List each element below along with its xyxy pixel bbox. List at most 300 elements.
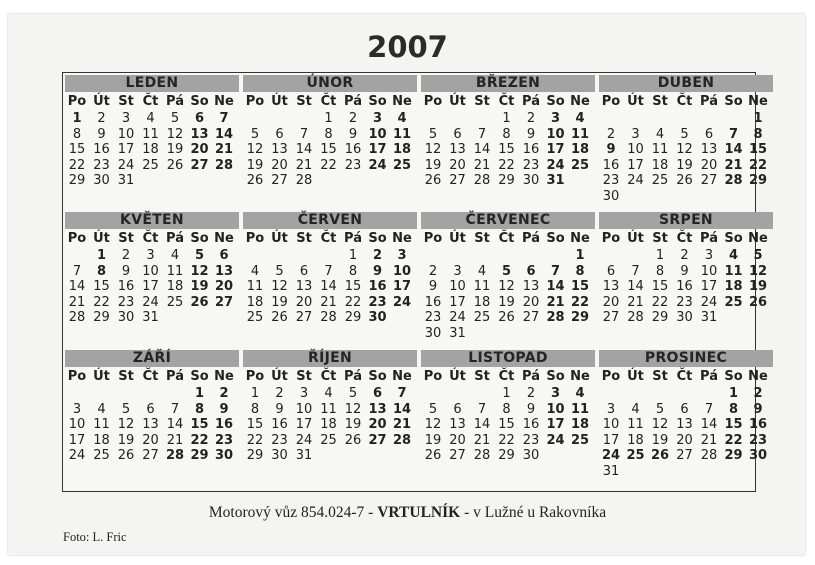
year-title: 2007	[367, 30, 448, 64]
day-cell: 8	[250, 401, 260, 417]
day-cell: 11	[166, 263, 184, 279]
day-cell: 16	[424, 294, 442, 310]
weekday-label: St	[652, 369, 668, 384]
day-cell: 15	[498, 417, 515, 432]
day-cell: 5	[428, 401, 438, 417]
day-cell: 6	[372, 386, 383, 401]
day-cell: 17	[142, 279, 159, 294]
day-cell: 14	[295, 142, 313, 157]
day-cell: 30	[522, 173, 540, 188]
day-cell: 25	[570, 432, 590, 448]
weekday-label: Čt	[676, 231, 693, 246]
day-cell: 6	[680, 401, 689, 417]
day-cell: 2	[526, 111, 536, 126]
weekday-label: Pá	[166, 231, 184, 246]
day-cell: 5	[428, 126, 438, 142]
day-cell: 15	[651, 279, 669, 294]
weekday-label: So	[368, 94, 387, 109]
day-cell: 17	[117, 142, 135, 157]
day-cell: 29	[246, 448, 264, 463]
weekday-label: So	[724, 94, 743, 109]
month-name: ÚNOR	[243, 75, 417, 92]
day-cell: 22	[68, 157, 86, 173]
day-cell: 14	[473, 142, 491, 157]
day-cell: 25	[93, 448, 110, 463]
weekday-label: Čt	[498, 94, 515, 109]
day-cell: 14	[473, 417, 491, 432]
day-cell: 5	[680, 126, 689, 142]
day-cell: 30	[602, 188, 620, 204]
day-cell: 10	[68, 417, 86, 432]
day-cell: 13	[142, 417, 159, 432]
day-cell: 5	[753, 248, 763, 263]
day-cell: 16	[271, 417, 288, 432]
day-cell: 29	[498, 173, 515, 188]
weekday-label: Po	[67, 94, 87, 109]
day-cell: 26	[424, 173, 442, 188]
day-cell: 23	[748, 432, 768, 448]
day-cell: 2	[526, 386, 536, 401]
month-block	[243, 75, 417, 203]
day-cell: 9	[526, 126, 536, 142]
day-cell: 28	[165, 448, 185, 463]
day-cell: 20	[142, 432, 159, 448]
day-cell: 24	[68, 448, 86, 463]
weekday-label: Čt	[142, 369, 159, 384]
day-cell: 2	[606, 126, 616, 142]
day-cell: 17	[700, 279, 718, 294]
weekday-label: Ne	[570, 94, 590, 109]
day-cell: 4	[575, 386, 585, 401]
day-cell: 7	[299, 126, 309, 142]
weekday-label: Ne	[748, 369, 768, 384]
day-cell: 14	[724, 142, 743, 157]
day-cell: 1	[348, 248, 358, 263]
day-cell: 19	[676, 157, 693, 173]
weekday-label: Po	[67, 231, 87, 246]
day-cell: 28	[295, 173, 313, 188]
day-cell: 16	[344, 142, 362, 157]
day-cell: 10	[117, 126, 135, 142]
day-cell: 15	[68, 142, 86, 157]
day-cell: 26	[498, 310, 515, 325]
day-cell: 13	[449, 417, 466, 432]
day-cell: 14	[166, 417, 184, 432]
day-cell: 24	[546, 432, 565, 448]
weekday-label: Pá	[700, 94, 718, 109]
day-cell: 9	[275, 401, 284, 417]
day-cell: 16	[93, 142, 110, 157]
day-cell: 15	[498, 142, 515, 157]
weekday-label: So	[368, 369, 387, 384]
day-cell: 11	[392, 126, 412, 142]
day-cell: 8	[502, 401, 511, 417]
day-cell: 27	[295, 310, 313, 325]
day-cell: 24	[368, 157, 387, 173]
weekday-label: Ne	[392, 369, 412, 384]
day-cell: 1	[753, 111, 763, 126]
month-block	[599, 212, 773, 340]
day-cell: 24	[449, 310, 466, 325]
day-cell: 4	[728, 248, 739, 263]
day-cell: 29	[190, 448, 209, 463]
month-block	[421, 212, 595, 340]
day-cell: 7	[704, 401, 714, 417]
day-cell: 22	[344, 294, 362, 310]
weekday-label: Út	[627, 231, 644, 246]
weekday-label: Út	[271, 94, 288, 109]
day-cell: 13	[271, 142, 288, 157]
day-cell: 30	[368, 310, 387, 325]
day-cell: 15	[246, 417, 264, 432]
day-cell: 4	[477, 263, 487, 279]
day-cell: 25	[166, 294, 184, 310]
day-cell: 10	[368, 126, 387, 142]
day-cell: 19	[424, 432, 442, 448]
weekday-label: Čt	[320, 231, 337, 246]
day-cell: 21	[392, 417, 412, 432]
weekday-label: St	[652, 94, 668, 109]
day-cell: 6	[299, 263, 309, 279]
day-cell: 10	[142, 263, 159, 279]
day-cell: 23	[117, 294, 135, 310]
day-cell: 15	[570, 279, 590, 294]
day-cell: 17	[627, 157, 644, 173]
day-cell: 9	[753, 401, 763, 417]
day-cell: 7	[550, 263, 561, 279]
day-cell: 11	[473, 279, 491, 294]
day-cell: 17	[392, 279, 412, 294]
month-name: ČERVENEC	[421, 212, 595, 229]
day-cell: 22	[320, 157, 337, 173]
day-cell: 10	[546, 126, 565, 142]
weekday-label: Út	[271, 369, 288, 384]
day-cell: 7	[477, 126, 487, 142]
day-cell: 8	[502, 126, 511, 142]
day-cell: 26	[650, 448, 670, 463]
weekday-label: Po	[423, 94, 443, 109]
day-cell: 19	[117, 432, 135, 448]
day-cell: 26	[344, 432, 362, 448]
day-cell: 16	[368, 279, 387, 294]
calendar-grid	[62, 72, 768, 492]
day-cell: 15	[748, 142, 768, 157]
day-cell: 18	[142, 142, 159, 157]
day-cell: 19	[424, 157, 442, 173]
day-cell: 30	[522, 448, 540, 463]
day-cell: 27	[449, 173, 466, 188]
day-cell: 19	[344, 417, 362, 432]
day-cell: 8	[324, 126, 333, 142]
month-block	[421, 75, 595, 203]
day-cell: 27	[676, 448, 693, 463]
day-cell: 16	[676, 279, 693, 294]
day-cell: 26	[676, 173, 693, 188]
day-cell: 26	[117, 448, 135, 463]
day-cell: 6	[146, 401, 155, 417]
day-cell: 14	[546, 279, 565, 294]
weekday-label: Út	[449, 231, 466, 246]
day-cell: 26	[166, 157, 184, 173]
day-cell: 24	[546, 157, 565, 173]
day-cell: 3	[550, 111, 561, 126]
day-cell: 16	[748, 417, 768, 432]
day-cell: 23	[214, 432, 234, 448]
weekday-label: So	[190, 231, 209, 246]
day-cell: 31	[295, 448, 313, 463]
day-cell: 13	[449, 142, 466, 157]
day-cell: 27	[142, 448, 159, 463]
caption	[0, 504, 815, 522]
day-cell: 13	[602, 279, 620, 294]
day-cell: 13	[700, 142, 718, 157]
weekday-label: Pá	[344, 231, 362, 246]
day-cell: 3	[121, 111, 131, 126]
month-name: KVĚTEN	[65, 212, 239, 229]
day-cell: 6	[453, 126, 462, 142]
day-cell: 23	[602, 173, 620, 188]
month-block	[599, 75, 773, 203]
day-cell: 6	[219, 248, 229, 263]
day-cell: 8	[348, 263, 358, 279]
weekday-label: Út	[93, 94, 110, 109]
weekday-label: St	[118, 231, 134, 246]
month-block	[65, 75, 239, 203]
day-cell: 20	[368, 417, 387, 432]
day-cell: 25	[246, 310, 264, 325]
weekday-label: Čt	[498, 231, 515, 246]
day-cell: 5	[250, 126, 260, 142]
day-cell: 21	[214, 142, 234, 157]
day-cell: 28	[473, 173, 491, 188]
day-cell: 30	[117, 310, 135, 325]
day-cell: 2	[275, 386, 284, 401]
day-cell: 9	[97, 126, 106, 142]
day-cell: 9	[680, 263, 689, 279]
day-cell: 21	[724, 157, 743, 173]
day-cell: 25	[473, 310, 491, 325]
day-cell: 30	[271, 448, 288, 463]
day-cell: 22	[570, 294, 590, 310]
photo-credit: Foto: L. Fric	[63, 530, 127, 544]
day-cell: 30	[424, 325, 442, 341]
weekday-label: Ne	[214, 94, 234, 109]
day-cell: 19	[748, 279, 768, 294]
day-cell: 29	[93, 310, 110, 325]
day-cell: 25	[392, 157, 412, 173]
weekday-label: Ne	[570, 369, 590, 384]
day-cell: 30	[214, 448, 234, 463]
weekday-label: St	[474, 94, 490, 109]
weekday-label: Čt	[498, 369, 515, 384]
day-cell: 18	[166, 279, 184, 294]
day-cell: 29	[651, 310, 669, 325]
day-cell: 21	[320, 294, 337, 310]
day-cell: 17	[368, 142, 387, 157]
day-cell: 12	[424, 417, 442, 432]
weekday-label: Pá	[522, 369, 540, 384]
weekday-label: So	[724, 369, 743, 384]
day-cell: 3	[72, 401, 82, 417]
weekday-label: St	[474, 369, 490, 384]
day-cell: 26	[246, 173, 264, 188]
day-cell: 1	[502, 111, 511, 126]
day-cell: 17	[546, 142, 565, 157]
day-cell: 28	[320, 310, 337, 325]
day-cell: 28	[724, 173, 743, 188]
day-cell: 16	[214, 417, 234, 432]
day-cell: 19	[190, 279, 209, 294]
day-cell: 7	[72, 263, 82, 279]
weekday-label: So	[546, 231, 565, 246]
day-cell: 14	[700, 417, 718, 432]
day-cell: 12	[166, 126, 184, 142]
day-cell: 3	[397, 248, 407, 263]
day-cell: 28	[214, 157, 234, 173]
weekday-label: St	[474, 231, 490, 246]
day-cell: 3	[550, 386, 561, 401]
day-cell: 17	[449, 294, 466, 310]
month-name: BŘEZEN	[421, 75, 595, 92]
weekday-label: Út	[627, 94, 644, 109]
day-cell: 27	[522, 310, 540, 325]
weekday-label: Ne	[748, 231, 768, 246]
day-cell: 20	[449, 432, 466, 448]
weekday-label: Po	[601, 231, 621, 246]
weekday-label: Pá	[344, 369, 362, 384]
day-cell: 14	[320, 279, 337, 294]
day-cell: 12	[424, 142, 442, 157]
day-cell: 8	[96, 263, 107, 279]
day-cell: 6	[453, 401, 462, 417]
day-cell: 28	[627, 310, 644, 325]
day-cell: 15	[190, 417, 209, 432]
day-cell: 17	[295, 417, 313, 432]
day-cell: 29	[570, 310, 590, 325]
day-cell: 27	[271, 173, 288, 188]
day-cell: 11	[627, 417, 644, 432]
day-cell: 22	[93, 294, 110, 310]
day-cell: 18	[570, 142, 590, 157]
day-cell: 18	[392, 142, 412, 157]
day-cell: 2	[121, 248, 131, 263]
day-cell: 1	[575, 248, 585, 263]
day-cell: 23	[271, 432, 288, 448]
day-cell: 26	[190, 294, 209, 310]
day-cell: 22	[748, 157, 768, 173]
day-cell: 20	[602, 294, 620, 310]
weekday-label: Pá	[522, 231, 540, 246]
day-cell: 6	[606, 263, 616, 279]
weekday-label: Ne	[214, 369, 234, 384]
day-cell: 4	[655, 126, 665, 142]
weekday-label: Čt	[676, 369, 693, 384]
day-cell: 26	[271, 310, 288, 325]
day-cell: 31	[602, 463, 620, 479]
day-cell: 13	[190, 126, 209, 142]
day-cell: 28	[473, 448, 491, 463]
weekday-label: Út	[449, 94, 466, 109]
day-cell: 28	[392, 432, 412, 448]
day-cell: 23	[676, 294, 693, 310]
day-cell: 18	[320, 417, 337, 432]
day-cell: 4	[170, 248, 180, 263]
day-cell: 11	[724, 263, 743, 279]
day-cell: 23	[522, 432, 540, 448]
day-cell: 6	[275, 126, 284, 142]
day-cell: 7	[219, 111, 229, 126]
month-block	[65, 212, 239, 340]
day-cell: 12	[676, 142, 693, 157]
month-name: LISTOPAD	[421, 350, 595, 367]
day-cell: 16	[522, 142, 540, 157]
day-cell: 16	[522, 417, 540, 432]
day-cell: 2	[348, 111, 358, 126]
day-cell: 24	[601, 448, 621, 463]
day-cell: 15	[320, 142, 337, 157]
day-cell: 13	[214, 263, 234, 279]
caption-suffix: - v Lužné u Rakovníka	[460, 504, 607, 521]
weekday-label: Út	[93, 369, 110, 384]
day-cell: 5	[501, 263, 512, 279]
day-cell: 31	[700, 310, 718, 325]
day-cell: 16	[117, 279, 135, 294]
day-cell: 7	[477, 401, 487, 417]
day-cell: 22	[246, 432, 264, 448]
day-cell: 19	[498, 294, 515, 310]
weekday-label: Po	[67, 369, 87, 384]
day-cell: 14	[68, 279, 86, 294]
day-cell: 5	[275, 263, 284, 279]
day-cell: 31	[546, 173, 565, 188]
day-cell: 20	[214, 279, 234, 294]
day-cell: 20	[271, 157, 288, 173]
day-cell: 11	[570, 126, 590, 142]
day-cell: 31	[449, 325, 466, 341]
day-cell: 8	[655, 263, 665, 279]
day-cell: 9	[372, 263, 383, 279]
month-name: ZÁŘÍ	[65, 350, 239, 367]
day-cell: 16	[602, 157, 620, 173]
day-cell: 8	[753, 126, 763, 142]
day-cell: 21	[295, 157, 313, 173]
day-cell: 1	[324, 111, 333, 126]
day-cell: 8	[575, 263, 585, 279]
day-cell: 24	[117, 157, 135, 173]
day-cell: 29	[724, 448, 743, 463]
day-cell: 18	[627, 432, 644, 448]
weekday-label: So	[546, 369, 565, 384]
day-cell: 27	[368, 432, 387, 448]
weekday-label: Pá	[166, 369, 184, 384]
weekday-label: Út	[271, 231, 288, 246]
day-cell: 13	[295, 279, 313, 294]
day-cell: 21	[166, 432, 184, 448]
day-cell: 23	[93, 157, 110, 173]
day-cell: 12	[748, 263, 768, 279]
weekday-label: St	[652, 231, 668, 246]
day-cell: 17	[602, 432, 620, 448]
weekday-label: So	[546, 94, 565, 109]
day-cell: 31	[142, 310, 159, 325]
weekday-label: So	[724, 231, 743, 246]
day-cell: 27	[449, 448, 466, 463]
day-cell: 12	[344, 401, 362, 417]
day-cell: 11	[651, 142, 669, 157]
day-cell: 6	[704, 126, 714, 142]
day-cell: 28	[68, 310, 86, 325]
day-cell: 30	[676, 310, 693, 325]
